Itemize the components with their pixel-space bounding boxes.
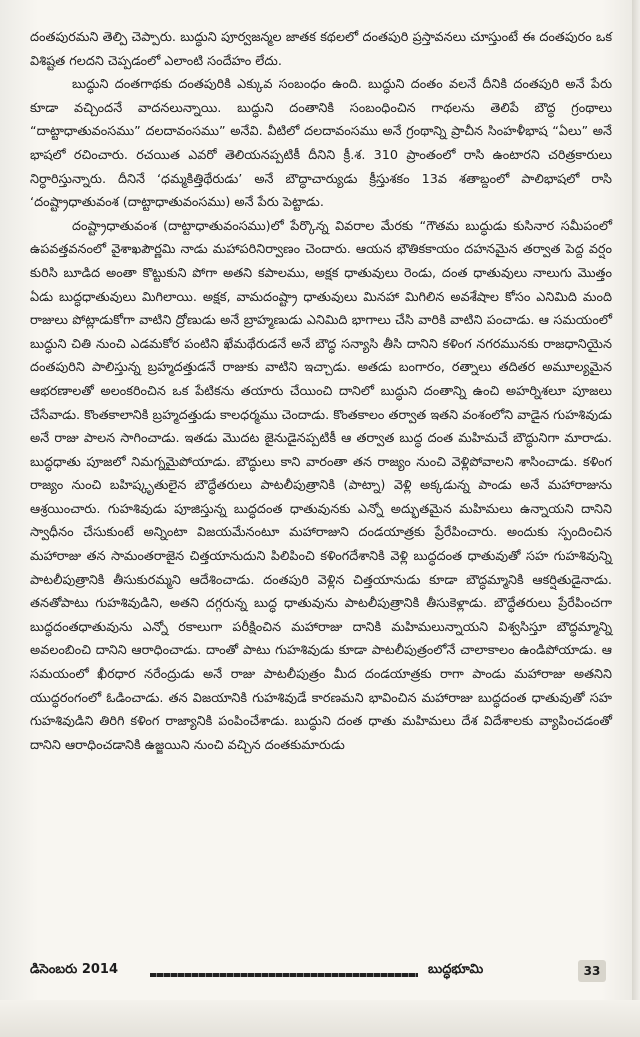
issue-date: డిసెంబరు 2014: [30, 962, 119, 977]
page-edge: [632, 0, 640, 1037]
article-paragraph: దంష్ట్రాధాతువంశ (దాట్టాధాతువంసము)లో పేర్కొన్న వివరాల మేరకు “గౌతమ బుద్ధుడు కుసినార సమీపంలో ఉపవత్తవనంలో వైశాఖపౌర్ణమి నాడు మహాపరినిర్వాణం చెందారు. ఆయన భౌతికకాయం దహనమైన తర్వాత పెద్ద వర్షం కురిసి బూడిద అంతా కొట్టుకుని పోగా అతని కపాలము, అక్షక ధాతువులు రెండు, దంత ధాతువులు నాలుగు మొత్తం ఏడు బుద్ధధాతువులు మిగిలాయి. అక్షక, వామదంష్ట్రా ధాతువులు మినహా మిగిలిన అవశేషాల కోసం ఎనిమిది మంది రాజులు పోట్లాడుకోగా వాటిని ద్రోణుడు అనే బ్రాహ్మణుడు ఎనిమిది భాగాలు చేసి వారికి వాటిని పంచాడు. ఆ సమయంలో బుద్ధుని చితి నుంచి ఎడమకోర పంటిని ఖేమథేరుడనే అనే బౌద్ధ సన్యాసి తీసి దానిని కళింగ నగరమునకు రాజధానియైన దంతపురిని పాలిస్తున్న బ్రహ్మదత్తుడనే రాజుకు వాటిని ఇచ్చాడు. అతడు బంగారం, రత్నాలు తదితర అమూల్యమైన ఆభరణాలతో అలంకరించిన ఒక పేటికను తయారు చేయించి దానిలో బుద్ధుని దంతాన్ని ఉంచి అహర్నిశలూ పూజలు చేసేవాడు. కొంతకాలానికి బ్రహ్మదత్తుడు కాలధర్మము చెందాడు. కొంతకాలం తర్వాత ఇతని వంశంలోని వాడైన గుహశివుడు అనే రాజు పాలన సాగించాడు. ఇతడు మొదట జైనుడైనప్పటికీ ఆ తర్వాత బుద్ధ దంత మహిమచే బౌద్ధునిగా మారాడు. బుద్ధధాతు పూజలో నిమగ్నమైపోయాడు. బౌద్ధులు కాని వారంతా తన రాజ్యం నుంచి వెళ్లిపోవాలని శాసించాడు. కళింగ రాజ్యం నుంచి బహిష్కృతులైన బౌద్ధేతరులు పాటలీపుత్రానికి (పాట్నా) వెళ్లి అక్కడున్న పాండు అనే మహారాజును ఆశ్రయించారు. గుహశివుడు పూజిస్తున్న బుద్ధదంత ధాతువునకు ఎన్నో అద్భుతమైన మహిమలు ఉన్నాయని దానిని స్వాధీనం చేసుకుంటే అన్నింటా విజయమేనంటూ మహారాజుని దండయాత్రకు ప్రేరేపించారు. అందుకు స్పందించిన మహారాజు తన సామంతరాజైన చిత్తయానుదుని పిలిపించి కళింగదేశానికి వెళ్లి బుద్ధదంత ధాతువుతో సహ గుహశివున్ని పాటలీపుత్రానికి తీసుకురమ్మని ఆదేశించాడు. దంతపురి వెళ్లిన చిత్తయానుడు కూడా బౌద్ధమ్మానికి ఆకర్షితుడైనాడు. తనతోపాటు గుహశివుడిని, అతని దగ్గరున్న బుద్ధ ధాతువును పాటలీపుత్రానికి తీసుకెళ్లాడు. బౌద్ధేతరులు ప్రేరేపించగా బుద్ధదంతధాతువును ఎన్నో రకాలుగా పరీక్షించిన మహారాజు దానికి మహిమలున్నాయని విశ్వసిస్తూ బౌద్ధమ్మాన్ని అవలంబించి దానిని ఆరాధించాడు. దాంతో పాటు గుహశివుడు కూడా పాటలీపుత్రంలోనే చాలాకాలం ఉండిపోయాడు. ఆ సమయంలో ఖీరధార నరేంద్రుడు అనే రాజు పాటలీపుత్రం మీద దండయాత్రకు రాగా పాండు మహారాజు అతనిని యుద్ధరంగంలో ఓడించాడు. తన విజయానికి గుహశివుడే కారణమని భావించిన మహారాజు బుద్ధదంత ధాతువుతో సహ గుహశివుడిని తిరిగి కళింగ రాజ్యానికి పంపించేశాడు. బుద్ధుని దంత ధాతు మహిమలు దేశ విదేశాలకు వ్యాపించడంతో దానిని ఆరాధించడానికి ఉజ్జయిని నుంచి వచ్చిన దంతకుమారుడు: [30, 218, 612, 753]
page-number: 33: [578, 960, 606, 982]
page-footer: [30, 962, 612, 986]
article-paragraph: దంతపురమని తెల్పి చెప్పారు. బుద్ధుని పూర్వజన్మల జాతక కథలలో దంతపురి ప్రస్తావనలు చూస్తుంటే ఈ దంతపురం ఒక విశిష్టత గలదని చెప్పడంలో ఎలాంటి సందేహం లేదు.: [30, 30, 612, 69]
article-body: [30, 26, 612, 757]
magazine-title: బుద్ధభూమి: [428, 962, 484, 977]
article-paragraph: బుద్ధుని దంతగాథకు దంతపురికి ఎక్కువ సంబంధం ఉంది. బుద్ధుని దంతం వలనే దీనికి దంతపురి అనే పేరు కూడా వచ్చిందనే వాదనలున్నాయి. బుద్ధుని దంతానికి సంబంధించిన గాథలను తెలిపే బౌద్ధ గ్రంథాలు “దాట్టాధాతువంసము” దలదావంసము” అనేవి. వీటిలో దలదావంసము అనే గ్రంథాన్ని ప్రాచీన సింహళీభాష “ఏలు” అనే భాషలో రచించారు. రచయిత ఎవరో తెలియనప్పటికీ దీనిని క్రీ.శ. 310 ప్రాంతంలో రాసి ఉంటారని చరిత్రకారులు నిర్ధారిస్తున్నారు. దీనినే ‘ధమ్మకిత్తిథేరుడు’ అనే బౌద్ధాచార్యుడు క్రీస్తుశకం 13వ శతాబ్దంలో పాలిభాషలో రాసి ‘దంష్ట్రాధాతువంశ (దాట్టాధాతువంసము) అనే పేరు పెట్టాడు.: [30, 77, 612, 211]
page-bottom-margin: [0, 1000, 640, 1037]
footer-divider: [150, 973, 418, 977]
